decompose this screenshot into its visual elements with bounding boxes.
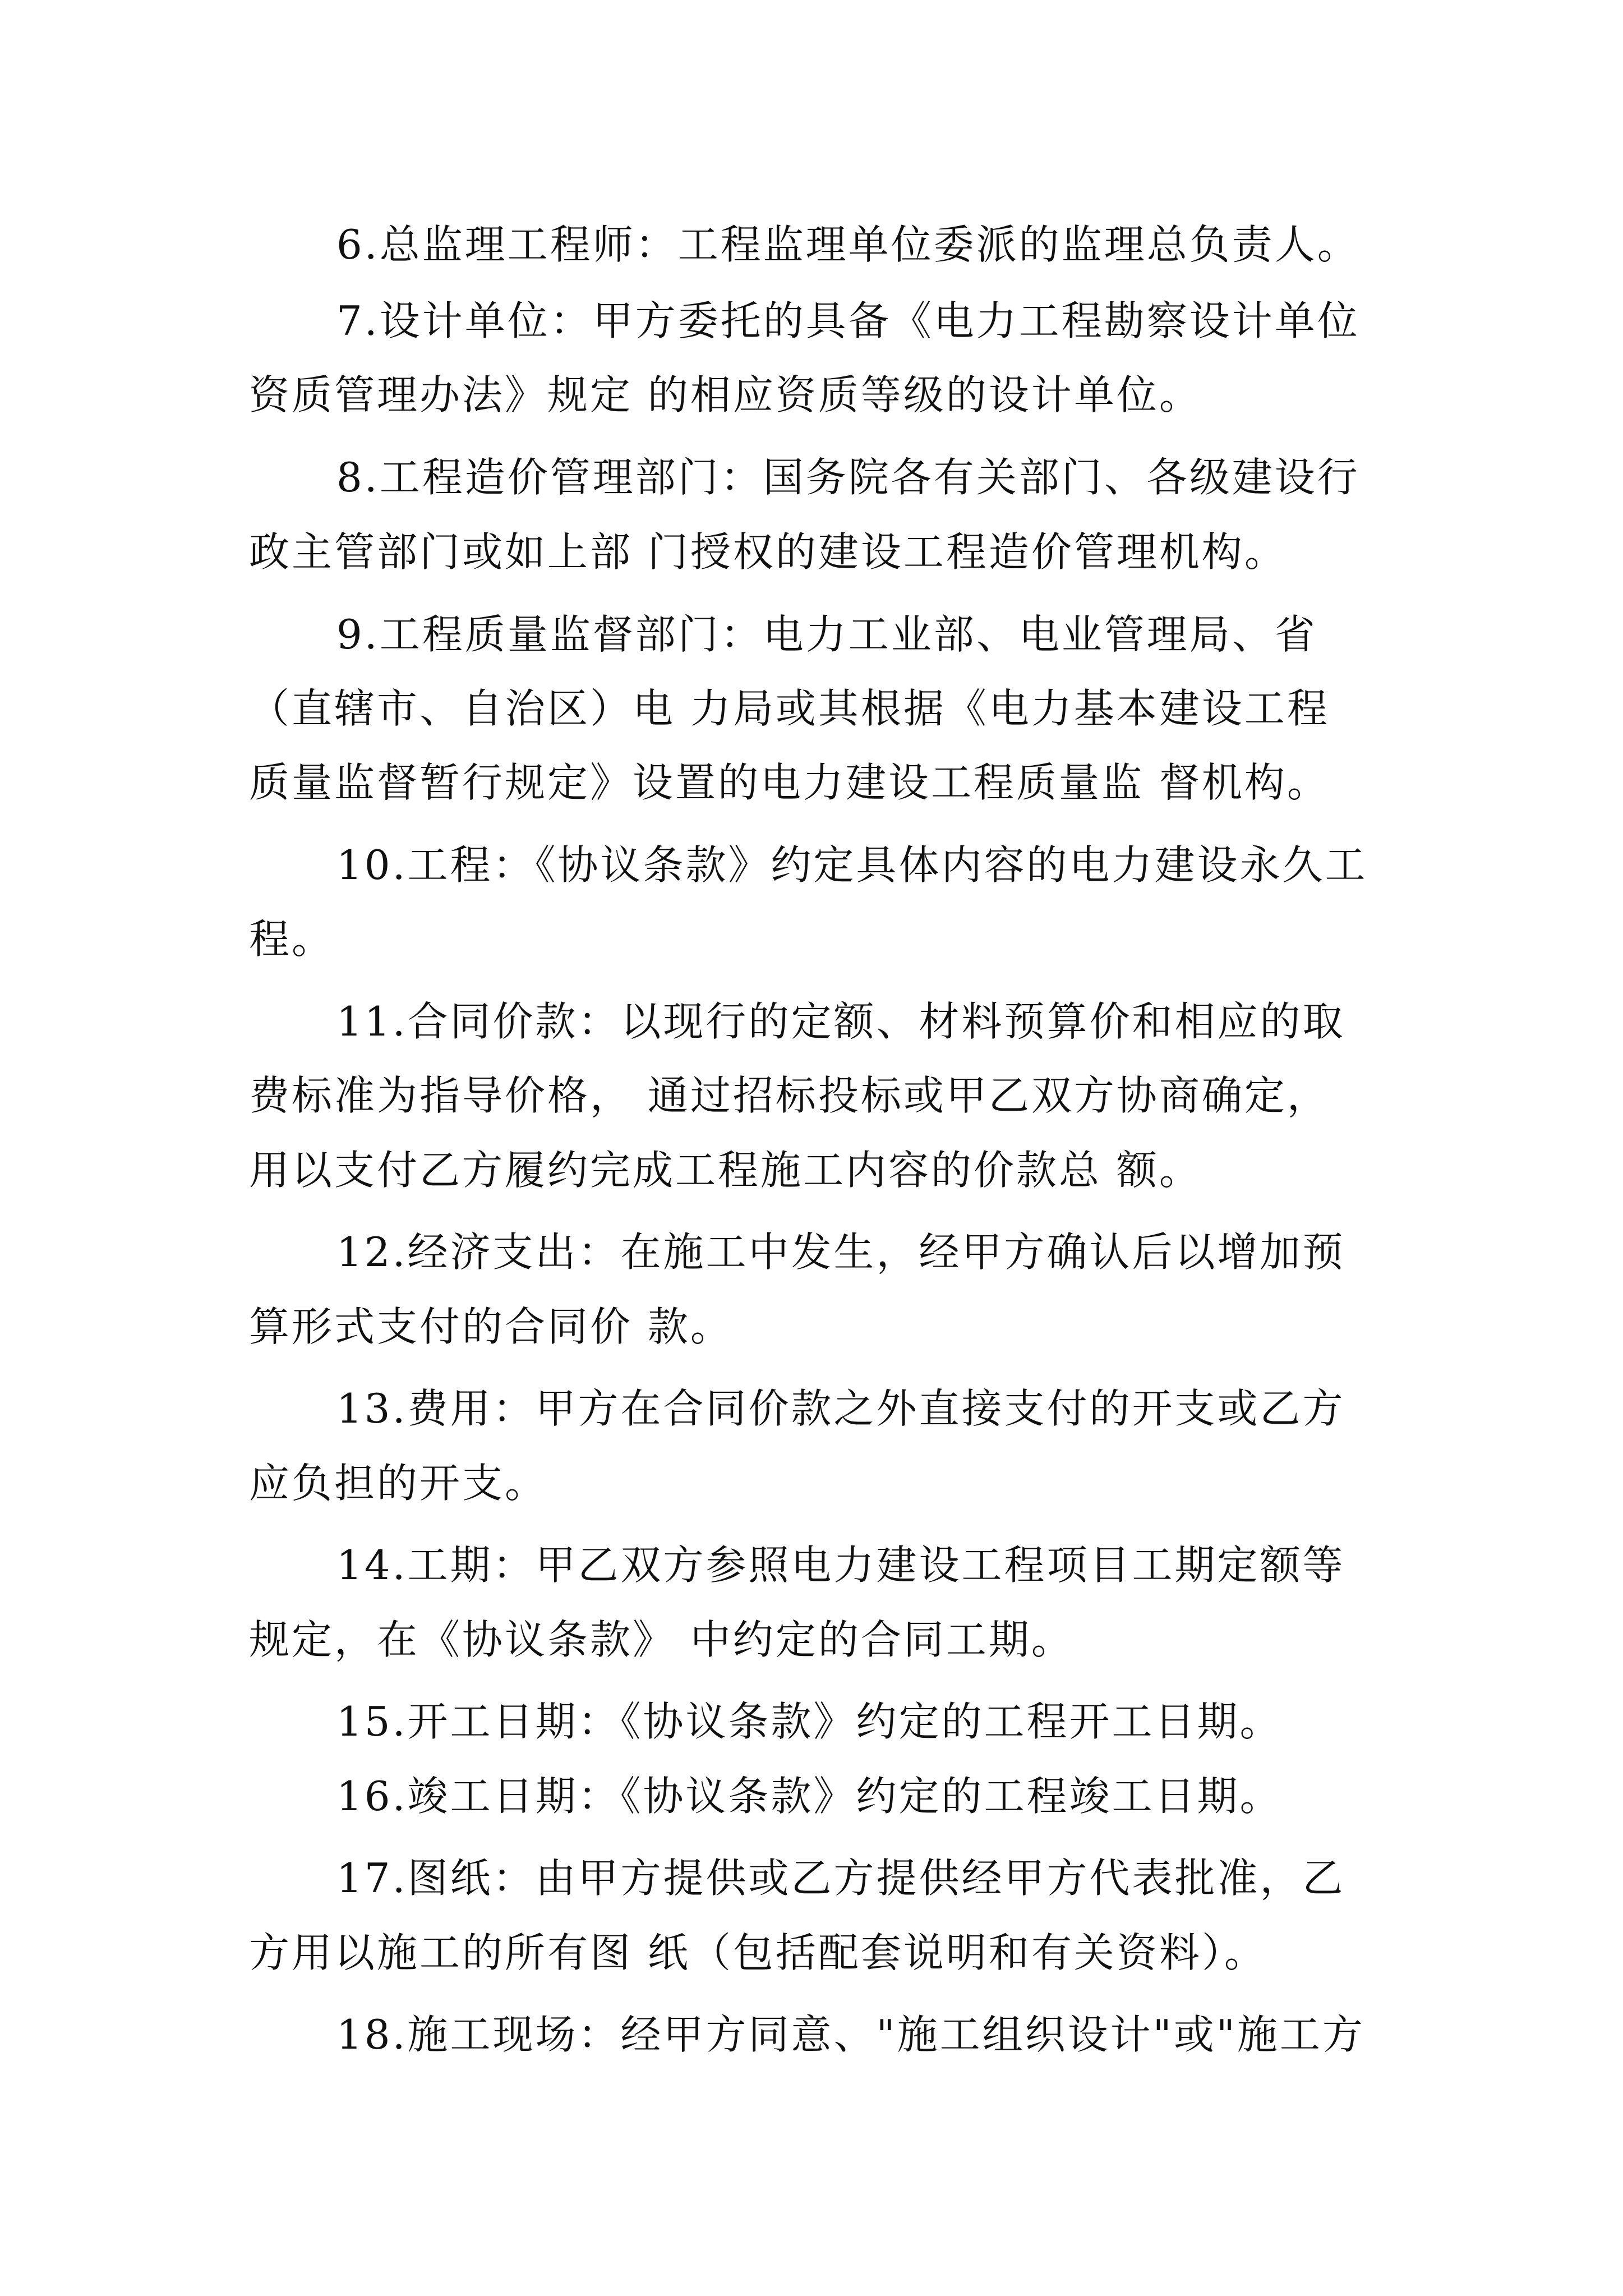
clause-14-line-1: 14.工期：甲乙双方参照电力建设工程项目工期定额等 bbox=[336, 1542, 1345, 1589]
clause-7-line-2: 资质管理办法》规定 的相应资质等级的设计单位。 bbox=[249, 371, 1202, 418]
clause-12-line-2: 算形式支付的合同价 款。 bbox=[249, 1303, 733, 1350]
clause-17-line-1: 17.图纸：由甲方提供或乙方提供经甲方代表批准，乙 bbox=[336, 1855, 1345, 1902]
clause-12-line-1: 12.经济支出：在施工中发生，经甲方确认后以增加预 bbox=[336, 1228, 1345, 1276]
clause-8-line-1: 8.工程造价管理部门：国务院各有关部门、各级建设行 bbox=[336, 454, 1360, 501]
clause-7-line-1: 7.设计单位：甲方委托的具备《电力工程勘察设计单位 bbox=[336, 297, 1360, 344]
clause-17-line-2: 方用以施工的所有图 纸（包括配套说明和有关资料）。 bbox=[249, 1929, 1267, 1976]
clause-9-line-2: （直辖市、自治区）电 力局或其根据《电力基本建设工程 bbox=[249, 685, 1330, 732]
clause-9-line-3: 质量监督暂行规定》设置的电力建设工程质量监 督机构。 bbox=[249, 759, 1330, 806]
clause-8-line-2: 政主管部门或如上部 门授权的建设工程造价管理机构。 bbox=[249, 528, 1287, 576]
clause-14-line-2: 规定，在《协议条款》 中约定的合同工期。 bbox=[249, 1616, 1074, 1663]
clause-13-line-2: 应负担的开支。 bbox=[249, 1460, 548, 1507]
clause-10-line-1: 10.工程：《协议条款》约定具体内容的电力建设永久工 bbox=[336, 841, 1368, 889]
clause-11-line-1: 11.合同价款：以现行的定额、材料预算价和相应的取 bbox=[336, 998, 1345, 1045]
clause-13-line-1: 13.费用：甲方在合同价款之外直接支付的开支或乙方 bbox=[336, 1385, 1345, 1432]
clause-10-line-2: 程。 bbox=[249, 915, 335, 963]
clause-15-line-1: 15.开工日期：《协议条款》约定的工程开工日期。 bbox=[336, 1698, 1283, 1745]
clause-6-line-1: 6.总监理工程师：工程监理单位委派的监理总负责人。 bbox=[336, 221, 1360, 268]
clause-18-line-1: 18.施工现场：经甲方同意、"施工组织设计"或"施工方 bbox=[336, 2011, 1365, 2058]
clause-9-line-1: 9.工程质量监督部门：电力工业部、电业管理局、省 bbox=[336, 611, 1317, 658]
clause-11-line-3: 用以支付乙方履约完成工程施工内容的价款总 额。 bbox=[249, 1147, 1202, 1194]
clause-16-line-1: 16.竣工日期：《协议条款》约定的工程竣工日期。 bbox=[336, 1773, 1283, 1820]
clause-11-line-2: 费标准为指导价格， 通过招标投标或甲乙双方协商确定， bbox=[249, 1072, 1330, 1119]
